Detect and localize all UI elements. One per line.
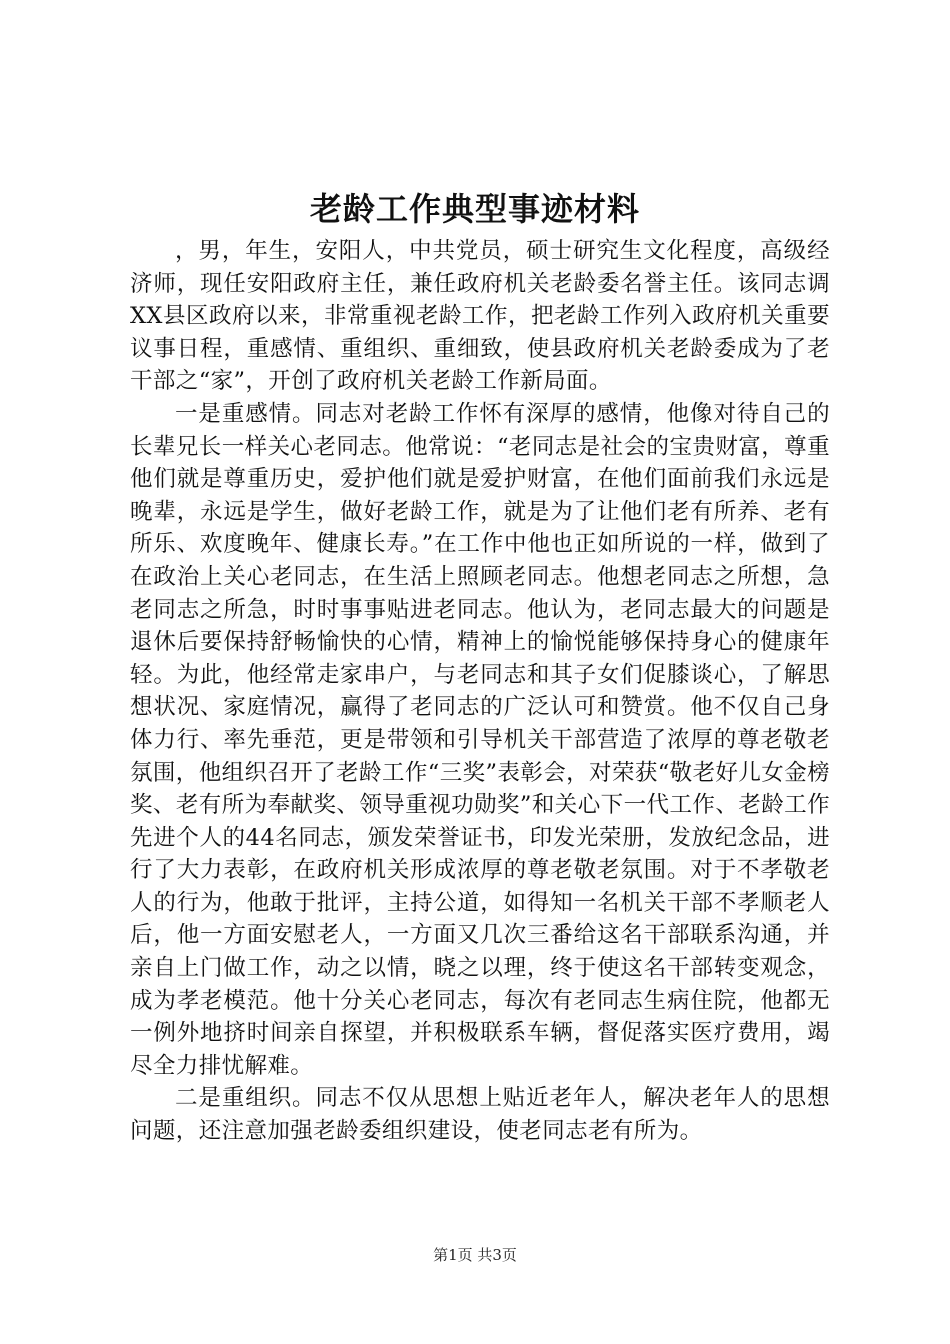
document-body — [130, 235, 830, 1148]
paragraph-intro: ，男，年生，安阳人，中共党员，硕士研究生文化程度，高级经济师，现任安阳政府主任，兼任政府机关老龄委名誉主任。该同志调XX县区政府以来，非常重视老龄工作，把老龄工作列入政府机关重要议事日程，重感情、重组织、重细致，使县政府机关老龄委成为了老干部之“家”，开创了政府机关老龄工作新局面。 — [130, 238, 830, 395]
paragraph-emotion: 一是重感情。同志对老龄工作怀有深厚的感情，他像对待自己的长辈兄长一样关心老同志。他常说：“老同志是社会的宝贵财富，尊重他们就是尊重历史，爱护他们就是爱护财富，在他们面前我们永远是晚辈，永远是学生，做好老龄工作，就是为了让他们老有所养、老有所乐、欢度晚年、健康长寿。”在工作中他也正如所说的一样，做到了在政治上关心老同志，在生活上照顾老同志。他想老同志之所想，急老同志之所急，时时事事贴进老同志。他认为，老同志最大的问题是退休后要保持舒畅愉快的心情，精神上的愉悦能够保持身心的健康年轻。为此，他经常走家串户，与老同志和其子女们促膝谈心，了解思想状况、家庭情况，赢得了老同志的广泛认可和赞赏。他不仅自己身体力行、率先垂范，更是带领和引导机关干部营造了浓厚的尊老敬老氛围，他组织召开了老龄工作“三奖”表彰会，对荣获“敬老好儿女金榜奖、老有所为奉献奖、领导重视功勋奖”和关心下一代工作、老龄工作先进个人的44名同志，颁发荣誉证书，印发光荣册，发放纪念品，进行了大力表彰，在政府机关形成浓厚的尊老敬老氛围。对于不孝敬老人的行为，他敢于批评，主持公道，如得知一名机关干部不孝顺老人后，他一方面安慰老人，一方面又几次三番给这名干部联系沟通，并亲自上门做工作，动之以情，晓之以理，终于使这名干部转变观念，成为孝老模范。他十分关心老同志，每次有老同志生病住院，他都无一例外地挤时间亲自探望，并积极联系车辆，督促落实医疗费用，竭尽全力排忧解难。 — [130, 400, 830, 1079]
document-title: 老龄工作典型事迹材料 — [309, 190, 640, 228]
paragraph-organization: 二是重组织。同志不仅从思想上贴近老年人，解决老年人的思想问题，还注意加强老龄委组织建设，使老同志老有所为。 — [130, 1085, 830, 1145]
page-number-footer: 第1页 共3页 — [433, 1246, 517, 1264]
